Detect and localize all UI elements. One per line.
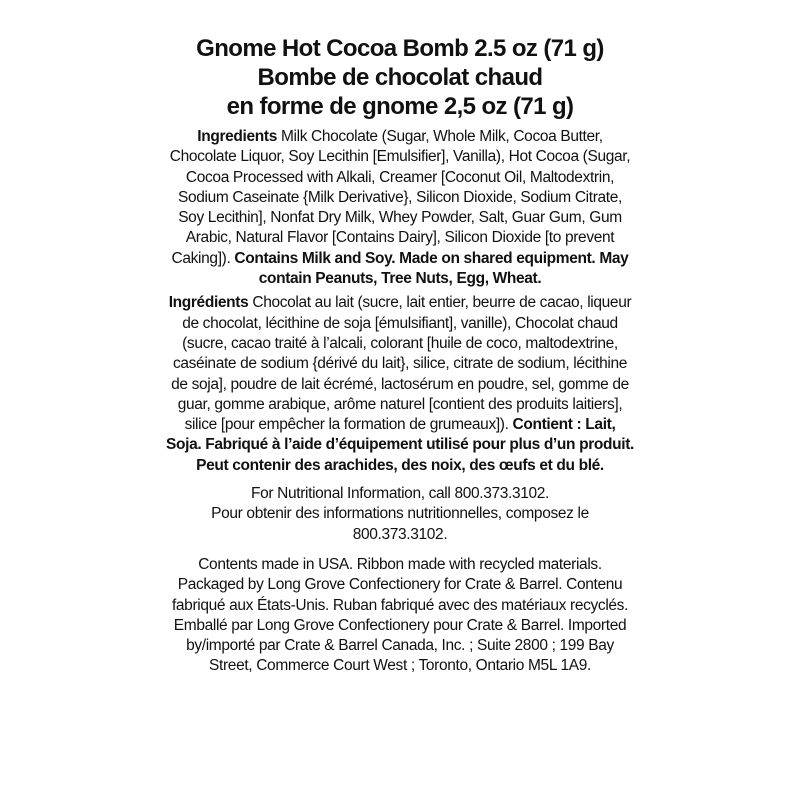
ingredients-heading-fr: Ingrédients <box>168 294 249 312</box>
nutrition-info-fr-1: Pour obtenir des informations nutritionnelles, composez le <box>211 505 589 523</box>
ingredients-french <box>165 293 635 476</box>
product-title <box>0 34 800 121</box>
ingredients-text-fr: Chocolat au lait (sucre, lait entier, beurre de cacao, liqueur de chocolat, lécithine de soja [émulsifiant], vanille), Chocolat chaud (sucre, cacao traité à l’alcali, colorant [huile de coco, maltodextrine, caséinate de sodium {dérivé du lait}, silice, citrate de sodium, lécithine de soja], poudre de lait écrémé, lactosérum en poudre, sel, gomme de guar, gomme arabique, arôme naturel [contient des produits laitiers], silice [pour empêcher la formation de grumeaux]). <box>171 294 632 434</box>
allergen-statement-fr: Contient : Lait, Soja. Fabriqué à l’aide d’équipement utilisé pour plus d’un produit. Peut contenir des arachides, des noix, des œufs et du blé. <box>166 416 634 474</box>
origin-statement: Contents made in USA. Ribbon made with recycled materials. Packaged by Long Grove Confectionery for Crate & Barrel. Contenu fabriqué aux États-Unis. Ruban fabriqué avec des matériaux recyclés. Emballé par Long Grove Confectionery pour Crate & Barrel. Imported by/importé par Crate & Barrel Canada, Inc. ; Suite 2800 ; 199 Bay Street, Commerce Court West ; Toronto, Ontario M5L 1A9. <box>171 555 629 675</box>
title-line-french-1: Bombe de chocolat chaud <box>257 64 543 91</box>
ingredients-english <box>165 127 635 289</box>
title-line-english: Gnome Hot Cocoa Bomb 2.5 oz (71 g) <box>196 35 604 62</box>
nutrition-info-en: For Nutritional Information, call 800.373.3102. <box>250 485 550 503</box>
ingredients-heading-en: Ingredients <box>197 128 277 145</box>
nutrition-info <box>165 484 635 545</box>
ingredients-text-en: Milk Chocolate (Sugar, Whole Milk, Cocoa Butter, Chocolate Liquor, Soy Lecithin [Emulsifier], Vanilla), Hot Cocoa (Sugar, Cocoa Processed with Alkali, Creamer [Coconut Oil, Maltodextrin, Sodium Caseinate {Milk Derivative}, Silicon Dioxide, Sodium Citrate, Soy Lecithin], Nonfat Dry Milk, Whey Powder, Salt, Guar Gum, Gum Arabic, Natural Flavor [Contains Dairy], Silicon Dioxide [to prevent Caking]). <box>169 128 631 267</box>
allergen-statement-en: Contains Milk and Soy. Made on shared equipment. May contain Peanuts, Tree Nuts, Egg, Wheat. <box>234 249 629 288</box>
nutrition-info-fr-2: 800.373.3102. <box>352 525 448 543</box>
title-line-french-2: en forme de gnome 2,5 oz (71 g) <box>226 93 574 120</box>
